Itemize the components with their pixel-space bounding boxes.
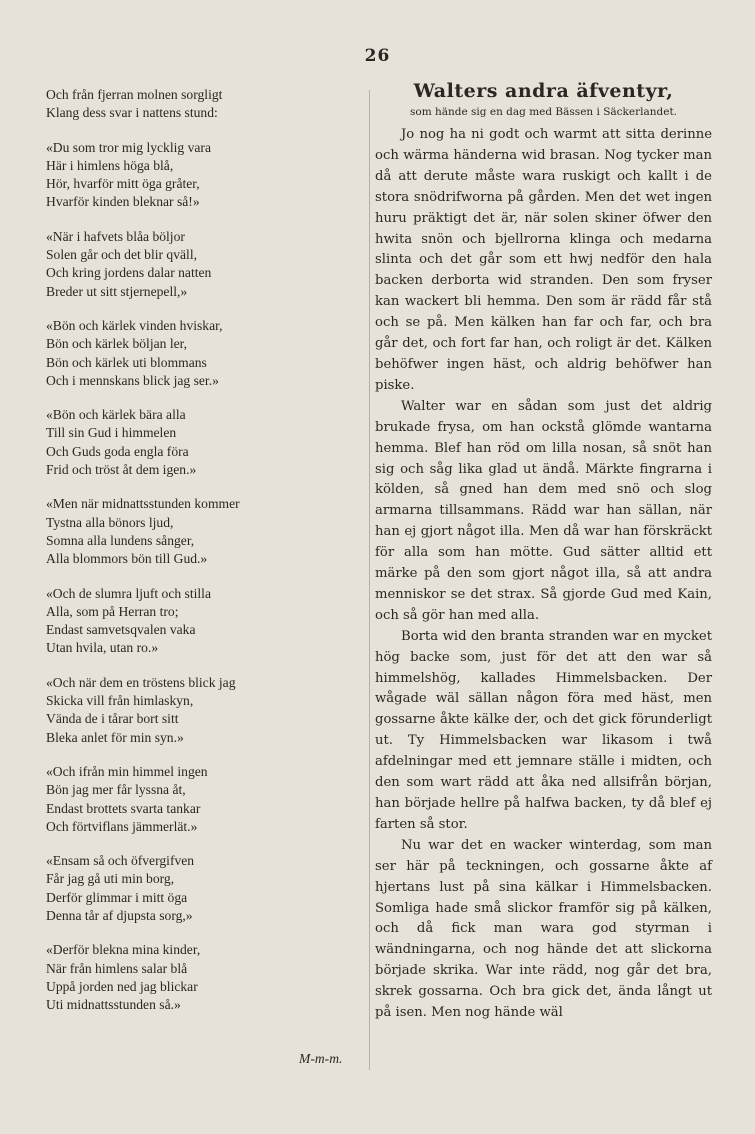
poem-line: Hvarför kinden bleknar så!» — [46, 194, 200, 210]
poem-line: Hör, hvarför mitt öga gråter, — [46, 176, 200, 192]
poem-line: Klang dess svar i nattens stund: — [46, 105, 218, 121]
poem-line: «Men när midnattsstunden kommer — [46, 496, 240, 512]
poem-line: «Och när dem en tröstens blick jag — [46, 674, 236, 690]
poem-line: Till sin Gud i himmelen — [46, 425, 177, 441]
poem-stanza — [46, 139, 346, 212]
poem-line: «Och de slumra ljuft och stilla — [46, 585, 211, 601]
poem-line: «Och ifrån min himmel ingen — [46, 763, 208, 779]
poem-line: Breder ut sitt stjernepell,» — [46, 283, 188, 299]
poem-line: «Derför bleknа mina kinder, — [46, 942, 201, 958]
poem-line: Och Guds goda engla föra — [46, 443, 189, 459]
poem-stanza — [46, 585, 346, 658]
poem-line: Alla blommors bön till Gud.» — [46, 551, 208, 567]
article-body — [375, 125, 712, 1024]
poem-line: Bön och kärlek böljan ler, — [46, 336, 188, 352]
poem-line: Somna alla lundens sånger, — [46, 532, 195, 548]
poem-line: «Du som tror mig lycklig vara — [46, 139, 211, 155]
article-paragraph: Nu war det en wacker winterdag, som man ser här på teckningen, och gossarne åkte af hjertans lust på sina kälkar i Himmelsbacken. Somliga hade små slickor framför sig på kälken, och då fick man wara god styrman i wändningarna, och nog hände det att slickorna började skrika. War inte rädd, nog går det bra, skrek gossarna. Och bra gick det, ända långt ut på isen. Men nog hände wäl — [375, 837, 712, 1021]
poem-signature: M-m-m. — [299, 1051, 343, 1066]
poem-line: Denna tår af djupsta sorg,» — [46, 907, 193, 923]
article-title: Walters andra äfventyr, — [413, 80, 674, 102]
poem-stanza — [46, 317, 346, 390]
poem-line: Uti midnattsstunden så.» — [46, 997, 181, 1013]
poem-line: Utan hvila, utan ro.» — [46, 640, 159, 656]
poem-line: Och kring jordens dalar natten — [46, 265, 212, 281]
poem-stanza — [46, 86, 346, 123]
poem-stanza — [46, 406, 346, 479]
poem-line: Och i mennskans blick jag ser.» — [46, 372, 219, 388]
poem-line: Bön och kärlek uti blommans — [46, 354, 207, 370]
poem-line: «Bön och kärlek vinden hviskar, — [46, 317, 223, 333]
poem-stanza — [46, 763, 346, 836]
poem-line: Endast samvetsqvalen vaka — [46, 622, 196, 638]
article-paragraph: Borta wid den branta stranden war en mycket hög backe som, just för det att den war så himmelshög, kallades Himmelsbacken. Der wågade wäl sällan någon föra med häst, men gossarne åkte kälke der, och det gick förunderligt ut. Ty Himmelsbacken war likasom i twå afdelningar med ett jemnare ställe i midten, och den som wart rädd att åka ned allsifrån början, han började hellre på halfwa backen, ty då blef ej farten så stor. — [375, 628, 712, 832]
poem-line: Tystna alla bönors ljud, — [46, 514, 174, 530]
poem-line: Och från fjerran molnen sorgligt — [46, 87, 223, 102]
poem-line: «När i hafvets blåa böljor — [46, 228, 185, 244]
poem-stanza — [46, 852, 346, 925]
poem-line: Och förtviflans jämmerlät.» — [46, 818, 198, 834]
column-divider — [369, 90, 370, 1070]
article-paragraph: Walter war en sådan som just det aldrig brukade frysa, om han ockstå glömde wantarna hemma. Blef han röd om lilla nosan, så snöt han sig och såg lika glad ut ändå. Märkte fingrarna i kölden, så gned han dem med snö och slog armarna tillsammans. Rädd war han sällan, när han ej gjort något illa. Men då war han förskräckt för alla som han mötte. Gud sätter alltid ett märke på den som gjort något illa, så att andra menniskor se det strax. Så gjorde Gud med Kain, och så gör han med alla. — [375, 398, 712, 623]
article-subtitle: som hände sig en dag med Bässen i Säckerlandet. — [409, 106, 678, 118]
poem-line: Endast brottets svarta tankar — [46, 800, 201, 816]
poem-stanza — [46, 228, 346, 301]
poem-line: «Ensam så och öfvergifven — [46, 853, 195, 869]
poem-line: Uppå jorden ned jag blickar — [46, 978, 198, 994]
poem-line: Frid och tröst åt dem igen.» — [46, 462, 197, 478]
poem-line: Vända de i tårar bort sitt — [46, 711, 179, 727]
poem-line: Skicka vill från himlaskyn, — [46, 693, 194, 709]
poem-stanza — [46, 941, 346, 1014]
article-column — [375, 78, 712, 1024]
poem-line: «Bön och kärlek bära alla — [46, 407, 186, 423]
poem-line: Här i himlens höga blå, — [46, 157, 174, 173]
poem-line: Derför glimmar i mitt öga — [46, 889, 188, 905]
poem-line: Solen går och det blir qväll, — [46, 247, 198, 263]
page-number: 26 — [364, 46, 391, 66]
poem-column — [46, 86, 346, 1014]
article-paragraph: Jo nog ha ni godt och warmt att sitta derinne och wärma händerna wid brasan. Nog tycker man då att derute måste wara ruskigt och kallt i de stora snödrifworna på gården. Men det wet ingen huru präktigt det är, när solen skiner öfwer den hwita snön och bjellrorna klinga och medarna slinta och det går som ett hwj nedför den hala backen derborta wid stranden. Den som fryser kan wackert bli hemma. Den som är rädd får stå och se på. Men kälken han far och far, och bra går det, och fort far han, och roligt är det. Kälken behöfwer ingen häst, och aldrig behöfwer han piske. — [375, 127, 712, 393]
poem-stanza — [46, 495, 346, 568]
poem-line: När från himlens salar blå — [46, 960, 188, 976]
poem-line: Alla, som på Herran tro; — [46, 603, 179, 619]
poem-line: Bön jag mer får lyssna åt, — [46, 782, 186, 798]
poem-line: Bleka anlet för min syn.» — [46, 729, 184, 745]
poem-line: Får jag gå uti min borg, — [46, 871, 175, 887]
poem-stanza — [46, 674, 346, 747]
